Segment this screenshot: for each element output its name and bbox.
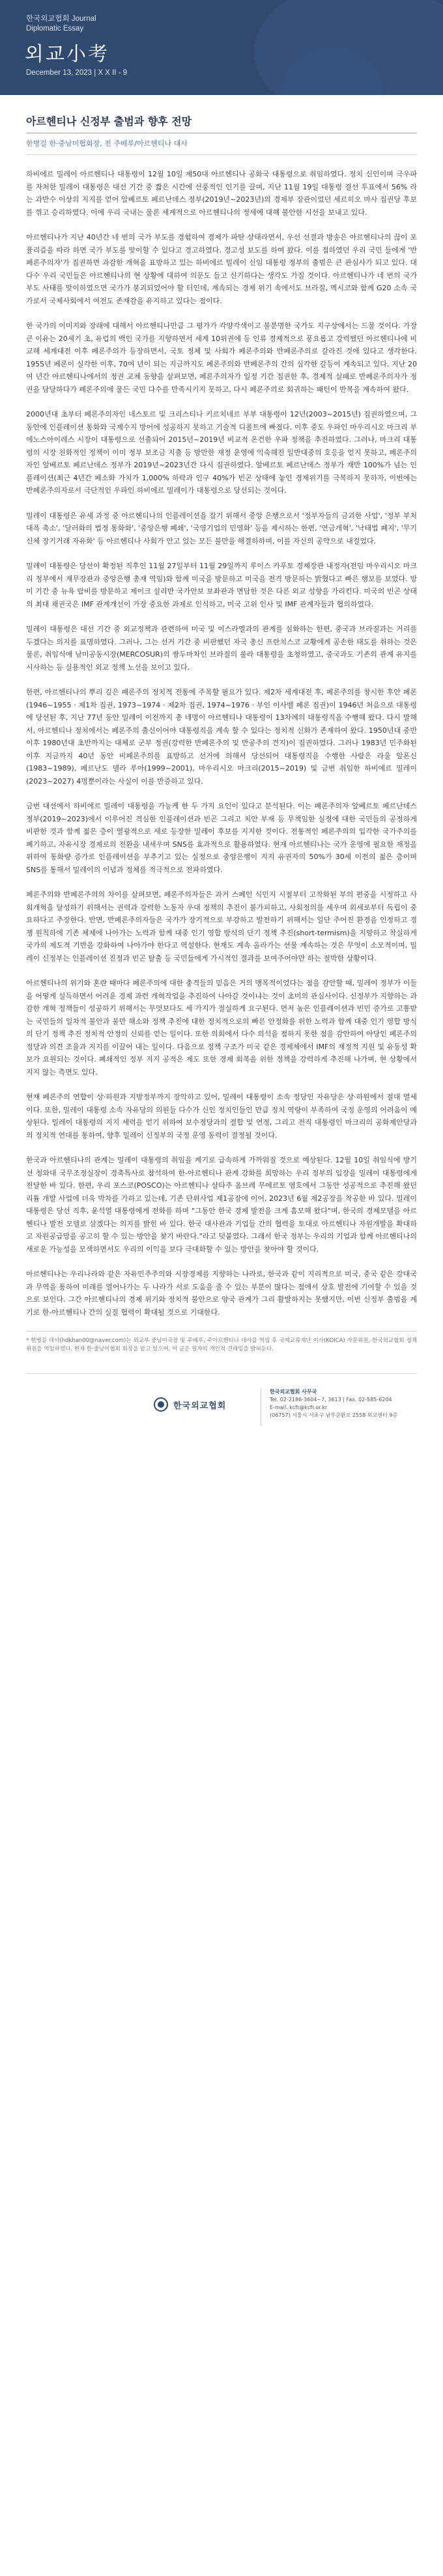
paragraph: 밀레이 대통령은 대선 기간 중 외교정책과 관련하여 미국 및 이스라엘과의 관계를 심화하는 한편, 중국과 브라질과는 거리를 두겠다는 의지를 표명하였다. 그러나, 그는 선거 기간 중 비판했던 자국 총신 프란치스코 교황에게 공손한 태도를 취하는 것은 물론, 취임식에 남미공동시장(MERCOSUR)의 쌍두마차인 브라질의 룰라 대통령을 초청하였고, 중국과도 기존의 관계 유지를 시사하는 등 실용적인 외교 정책 노선을 보이고 있다. [26, 625, 417, 672]
publisher-tel: Tel. 02-2186-3604~7, 3613 | Fax. 02-585-6204 [270, 1397, 392, 1403]
paragraph: 아르헨티나의 위기와 혼란 때마다 페론주의에 대한 충격들의 믿음은 거의 맹목적이었다는 점을 감안할 때, 밀레이 정부가 이들을 어떻게 설득하면서 어려운 경제 과련 개혁작업을 추진하여 나아갈 것이냐는 것이 초미의 관심사이다. 신정부가 지향하는 과감한 개혁 정책들이 성공하기 위해서는 무엇보다도 세 가지가 절실하게 요구된다. 먼저 높은 인플레이션과 빈민 증가로 고통받는 국민들의 일차적 불안과 불만 해소와 정책 추진에 대한 정치적으로의 빠른 안정화를 위한 노력과 함께 대중 인기 영합 방식의 단기 정책 추진 정치적 안정의 신뢰를 얻는 일이다. 또한 의회에서 다수 의석을 점하지 못한 점을 감안하여 야당인 페론주의 정당과 의견 조율과 지지를 이끌어 내는 일이다. 다음으로 정책 구조가 미국 같은 경제체에서 IMF의 재정적 지원 및 유동성 확보가 요원되는 것이다. 폐쇄적인 정부 지지 공적은 제도 또한 경제 회복을 위한 정책을 강력하게 추진해 나가며, 현 상황에서 지지 않는 측면도 있다. [26, 979, 417, 1076]
publisher-name: 한국외교협회 사무국 [270, 1389, 317, 1395]
paragraph: 현재 페론주의 연합이 상·하원과 지방정부까지 장악하고 있어, 밀레이 대통령이 소속 정당인 자유당은 상·하원에서 절대 열세이다. 또한, 밀레이 대통령 소속 자유당의 의원들 다수가 신인 정치인들인 만큼 정치 역량이 부족하여 국정 운영의 어려움이 예상된다. 밀레이 대통령의 지지 세력을 얻기 위하여 보수정당과의 결합 및 연정, 그리고 전직 대통령인 마크리의 공화제안당과의 정치적 연대를 통하여, 향후 밀레이 신정부의 국정 운영 동력이 결정될 것이다. [26, 1093, 417, 1140]
paragraph: 하비에르 밀레이 아르헨티나 대통령이 12월 10일 제50대 아르헨티나 공화국 대통령으로 취임하였다. 정치 신인이며 극우파를 자처한 밀레이 대통령은 대선 기간 중 짧은 시간에 선풍적인 인기를 끌며, 지난 11월 19일 대통령 결선 투표에서 56% 라는 과반수 이상의 지지를 얻어 알베르토 페르난데스 정부(2019년~2023년)의 경제부 장관이었던 세르히오 마사 집권당 후보를 꺾고 승리하였다. 이에 우리 국내는 물론 세계적으로 아르헨티나의 정세에 대해 불안한 시선을 보내고 있다. [26, 170, 417, 217]
institution-en: Diplomatic Essay [26, 25, 84, 33]
paragraph: 아르헨티나가 지난 40년간 네 번의 국가 부도를 경험하여 경제가 파탄 상태라면서, 우선 선결과 방송은 아르헨티나의 끊이 포퓰리즘을 따라 하면 국가 부도를 맞이할 수 있다고 경고하였다. 경고성 보도를 하여 왔다. 이를 접하였던 우리 국민 들에게 '반페론주의자'가 집권하면 과감한 개혁을 표방하고 있는 하비에르 밀레이 신임 대통령 정부의 출범은 큰 관심사가 되고 있다. 대다수 우리 국민들은 아르헨티나의 현 상황에 대하여 의문도 들고 신기하다는 생각도 가질 것이다. 아르헨티나가 네 번의 국가 부도 사태를 맞이하였으면 국가가 붕괴되었어야 할 터인데, 계속되는 경제 위기 속에서도 브라질, 멕시코와 함께 G20 소속 국가로서 국제사회에서 여전도 존재감을 유지하고 있다는 점이다. [26, 233, 417, 305]
paragraph: 2000년대 초부터 페론주의자인 네스토르 및 크리스티나 키르치네르 부부 대통령이 12년(2003~2015년) 집권하였으며, 그 동안에 인플레이션 통화와 국제수지 방어에 성공하지 못하고 기술적 디폴트에 빠졌다. 이후 중도 우파인 마우리시오 마크리 부에노스아이레스 시장이 대통령으로 선출되어 2015년~2019년 비교적 온건한 우파 정책을 추진하였다. 그러나, 마크리 대통령의 시장 친화적인 정책이 이미 정부 보조금 지출 등 방만한 재정 운영에 익숙해진 일반대중의 호응을 얻지 못하고, 페론주의자인 알베르토 페르난데스 정부가 2019년~2023년간 다시 집권하였다. 알베르토 페르난데스 정부가 재반 100%가 넘는 인플레이션(최근 4년간 페소화 가치가 1,000% 하락과 인구 40%가 빈곤 상태에 놓인 경제위기를 극복하지 못하자, 이번에는 반페론주의자로서 극단적인 우파인 하비에르 밀레이가 대통령으로 당선되는 것이다. [26, 410, 417, 495]
logo-name: 한국외교협회 [173, 1401, 227, 1411]
journal-header [0, 0, 443, 95]
paragraph: 아르헨티나는 우리나라와 같은 자유민주주의와 시장경제를 지향하는 나라로, 한국과 같이 지리적으로 미국, 중국 같은 강대국과 무역을 통하여 미래를 열어나가는 두 나라가 서로 도움을 줄 수 있는 부분이 많다는 점에서 상호 발전에 기여할 수 있을 것으로 보인다. 그간 아르헨티나의 경제 위기와 정치적 불안으로 양국 관계가 그리 활발하지는 못했지만, 이번 신정부 출범을 계기로 한-아르헨티나 간의 실질 협력이 확대될 것으로 기대한다. [26, 1270, 417, 1317]
publisher-contact [270, 1388, 397, 1419]
issue-date: December 13, 2023 | X X II - 9 [26, 69, 128, 77]
article-content [0, 115, 443, 1438]
publisher-address: (06757) 서울시 서초구 남부순환로 2558 외교센터 9층 [270, 1412, 398, 1418]
journal-institution [26, 14, 96, 34]
institution-ko: 한국외교협회 Journal [26, 15, 96, 23]
article-body [26, 168, 417, 1319]
paragraph: 밀레이 대통령은 유세 과정 중 아르헨티나의 인플레이션을 잡기 위해서 중앙 은행으로서 '정부자들의 금괴한 사업', '정부 부처 대폭 축소', '달러화의 법정 통화화', '중앙은행 폐쇄', '국영기업의 민영화' 등을 제시하는 한편, '연금개혁', '낙태법 폐지', '무기 신체 장기거래 자유화' 등 아르헨티나 사회가 안고 있는 모든 불만을 해결하하며, 이를 자신의 공약으로 내걸었다. [26, 511, 417, 545]
author-divider [26, 154, 417, 155]
publisher-logo [154, 1397, 226, 1412]
paragraph: 금번 대선에서 하비에르 밀레이 대통령을 가능케 한 두 가지 요인이 있다고 분석된다. 이는 페론주의자 알베르토 페르난데스 정부(2019~2023)에서 이루어진 격심한 인플레이션과 빈곤 그리고 치안 부재 등 무책임한 실정에 대한 국민들의 공정하게 비판한 것과 함께 젊은 층이 열광적으로 새로 등장한 밀레이 후보를 지지한 것이다. 전통적인 페론주의의 입각한 국가주의를 폐기하고, 자유시장 경제로의 전환을 내세우며 SNS를 효과적으로 활용하였다. 현재 아르헨티나는 국가 운영에 필요한 재정을 위하여 통화량 증가로 인플레이션을 부추기고 있는 실정으로 중앙은행이 지지 유권자의 50%가 30세 이전의 젊은 층이며 SNS를 통해서 밀레이의 이념과 정체를 적극적으로 전파하였다. [26, 802, 417, 874]
paragraph: 한편, 아르헨티나의 뿌리 깊은 페론주의 정치적 전통에 주목할 필요가 있다. 제2차 세계대전 후, 페론주의를 창시한 후안 페론(1946~1955 · 제1차 집권, 1973~1974 · 제2차 집권, 1974~1976 · 부인 이사벨 페론 집권)이 1946년 처음으로 대통령에 당선된 후, 지난 77년 동안 밀레이 이전까지 총 네명이 아르헨티나 대통령이 13차례의 대통령직을 수행해 왔다. 다시 말해서, 아르헨티나 정치에서는 페론주의 출신이어야 대통령직을 계속 할 수 있다는 정치적 신화가 존재하여 왔다. 1950년대 중반 이후 1980년대 초반까지는 대체로 군부 정권(강력한 반페론주의 및 반공주의 견지)이 집권하였다. 그러나 1983년 민주화된 이후 지금까지 40년 동안 비페론주의를 표방하고 선거에 의해서 당선되어 대통령직을 수행한 사람은 라울 알폰신(1983~1989), 페르난도 델라 루아(1999~2001), 마우리시오 마크리(2015~2019) 및 금번 취임한 하비에르 밀레이(2023~2027) 4명뿐이라는 사실이 이를 반증하고 있다. [26, 688, 417, 786]
paragraph: 페론주의와 반페론주의의 차이를 살펴보면, 페론주의자들은 과거 스페인 식민지 시절부터 고착화된 부의 편중을 시정하고 사회개혁을 달성하기 위해서는 권력과 강력한 노동자 우대 정책의 추진이 불가피하고, 사회정의를 세우며 외세로부터 독립이 중요하다고 주장한다. 반면, 반페론주의자들은 국가가 장기적으로 부강하고 발전하기 위해서는 일단 주어진 환경을 인정하고 경쟁 원칙하에 기존 체제에 나아가는 노력과 함께 대중 인기 영합 방식의 단기 정책 추진(short-termism)을 지양하고 착실하게 국가의 제도적 기반을 강화하여 나아가야 한다고 역설한다. 현재도 계속 올라가는 선물 계속하는 것은 무엇이 소모적이며, 밀레이 신정부는 인플레이션 진정과 빈곤 탈출 등 국민들에게 가시적인 결과를 보여주어야만 하는 절박한 상황이다. [26, 890, 417, 963]
author-footnote: * 한병길 대사(hdkhan00@naver.com)는 외교부 중남미국장 및 주베루, 주아르헨티나 대사를 역임 후 국제교류재단 이사(KOICA) 자문위원, 한국외교협회 정책위원을 역임하였다. 현재 한·중남미협회 회장을 맡고 있으며, 이 글은 필자의 개인적 견해임을 밝혀둔다. [26, 1337, 417, 1352]
association-emblem-icon [154, 1397, 168, 1412]
article-title: 아르헨티나 신정부 출범과 향후 전망 [26, 115, 192, 128]
journal-brand: 외교小考 [25, 43, 109, 66]
publisher-footer [26, 1373, 417, 1438]
paragraph: 한 국가의 이미지와 장래에 대해서 아르헨티나만큼 그 평가가 각양각색이고 불분명한 국가도 지구상에서는 드물 것이다. 가장 큰 이유는 20세기 초, 유럽의 백인 국가를 지향하면서 세계 10위권에 등 인류 경제적으로 풍요롭고 강력했던 아르헨티나에 비교해 세계대전 이후 페론주의가 등장하면서, 국토 정체 및 사회가 페론주의와 반페론주의로 갈라진 것에 있다고 생각한다. 1955년 페론이 실각한 이후, 70여 년이 되는 지금까지도 페론주의와 반페론주의 간의 심각한 갈등이 계속되고 있다. 지난 20여 년간 아르헨티나에서의 정권 교체 동향을 살펴보면, 페론주의자가 일정 기간 집권한 후, 경제적 실패로 반페론주의자가 정권을 담당하다가 페론주의에 물든 국민 다수를 만족시키지 못하고, 다시 페론주의로 회귀하는 패턴이 반복을 계속하여 왔다. [26, 322, 417, 394]
paragraph: 밀레이 대통령은 당선이 확정된 직후인 11월 27일부터 11월 29일까지 루이스 카푸토 경제장관 내정자(전임 마우리시오 마크리 정부에서 재무장관과 중앙은행 총재 역임)와 함께 미국을 방문하고 미국을 전격 방문하는 밝혔다고 빠른 행보를 보였다. 방미 기간 중 뉴욕 랍비를 방문하고 제이크 설리반 국가안보 보좌관과 면담한 것은 다른 외교 성향을 가리킨다. 미국의 빈곤 상태의 최대 채권국은 IMF 관계개선이 가장 중요한 과제로 인식하고, 미국 고위 인사 및 IMF 관계자들과 협의하였다. [26, 562, 417, 609]
publisher-email[interactable]: E-mail. kcfr@kcfr.or.kr [270, 1404, 328, 1410]
article-author: 한병길 한·중남미협회장, 전 주베루/아르헨티나 대사 [26, 139, 188, 148]
paragraph: 한국과 아르헨티나의 관계는 밀레이 대통령의 취임을 계기로 급속하게 가까워질 것으로 예상된다. 12월 10일 취임식에 방기선 청와대 국무조정실장이 경축특사로 참석하여 한-아르헨티나 관계 강화를 희망하는 우리 정부의 입장을 밀레이 대통령에게 전달한 바 있다. 한편, 우리 포스코(POSCO)는 아르헨티나 살타주 옴브레 무에르토 염호에서 그동안 성공적으로 추진해 왔던 리튬 개발 사업에 더욱 박차를 가하고 있는데, 기존 단위사업 제1공장에 이어, 2023년 6월 제2공장을 착공한 바 있다. 밀레이 대통령은 당선 직후, 윤석열 대통령에게 전화를 하며 "그동안 한국 경제 발전을 크게 흠모해 왔다"며, 한국의 경제모델을 아르헨티나 발전 모델로 삼겠다는 의지를 밝힌 바 있다. 한국 대사관과 기업들 간의 협력을 토대로 아르헨티나 자원개발을 확대하고 자원공급망을 공고히 할 수 있는 방안을 찾기 바란다."라고 덧붙였다. 그래서 한국 정부는 우리의 기업과 함께 아르헨티나의 새로운 가능성을 모색하면서도 우리의 이익을 보다 극대화할 수 있는 방안을 찾아야 할 것이다. [26, 1156, 417, 1254]
footnote-divider [26, 1331, 417, 1332]
